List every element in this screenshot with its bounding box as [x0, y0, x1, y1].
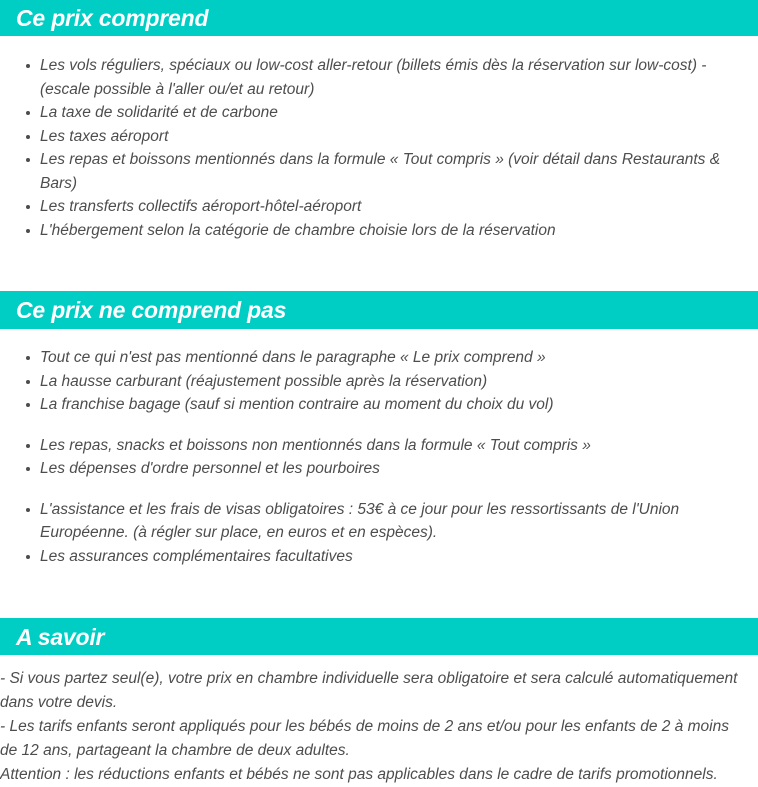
list-item: La hausse carburant (réajustement possible après la réservation): [0, 370, 758, 394]
note-paragraph: - Les tarifs enfants seront appliqués pour les bébés de moins de 2 ans et/ou pour les enfants de 2 à moins de 12 ans, partageant la chambre de deux adultes.: [0, 718, 729, 759]
section-header-good-to-know: A savoir: [0, 618, 758, 655]
section-header-not-included: Ce prix ne comprend pas: [0, 291, 758, 329]
list-item: Les dépenses d'ordre personnel et les pourboires: [0, 457, 758, 481]
note-paragraph: Attention : les réductions enfants et bébés ne sont pas applicables dans le cadre de tarifs promotionnels.: [0, 766, 718, 783]
list-item: Les transferts collectifs aéroport-hôtel-aéroport: [0, 195, 758, 219]
list-item: La taxe de solidarité et de carbone: [0, 101, 758, 125]
list-item: La franchise bagage (sauf si mention contraire au moment du choix du vol): [0, 393, 758, 417]
section-header-included: Ce prix comprend: [0, 0, 758, 36]
list-item: Les repas, snacks et boissons non mentionnés dans la formule « Tout compris »: [0, 434, 758, 458]
list-item: Les assurances complémentaires facultatives: [0, 545, 758, 569]
list-item: L'assistance et les frais de visas obligatoires : 53€ à ce jour pour les ressortissants de l'Union Européenne. (à régler sur place, en euros et en espèces).: [0, 498, 758, 545]
not-included-list: [0, 329, 758, 568]
section-spacer: [0, 568, 758, 618]
note-paragraph: - Si vous partez seul(e), votre prix en chambre individuelle sera obligatoire et sera calculé automatiquement dans votre devis.: [0, 670, 738, 711]
good-to-know-notes: [0, 655, 758, 787]
list-item: Les vols réguliers, spéciaux ou low-cost aller-retour (billets émis dès la réservation sur low-cost) - (escale possible à l'aller ou/et au retour): [0, 54, 758, 101]
list-item: Les repas et boissons mentionnés dans la formule « Tout compris » (voir détail dans Restaurants & Bars): [0, 148, 758, 195]
list-item: Tout ce qui n'est pas mentionné dans le paragraphe « Le prix comprend »: [0, 346, 758, 370]
included-list: [0, 36, 758, 242]
list-item: Les taxes aéroport: [0, 125, 758, 149]
list-item: L'hébergement selon la catégorie de chambre choisie lors de la réservation: [0, 219, 758, 243]
section-spacer: [0, 242, 758, 291]
